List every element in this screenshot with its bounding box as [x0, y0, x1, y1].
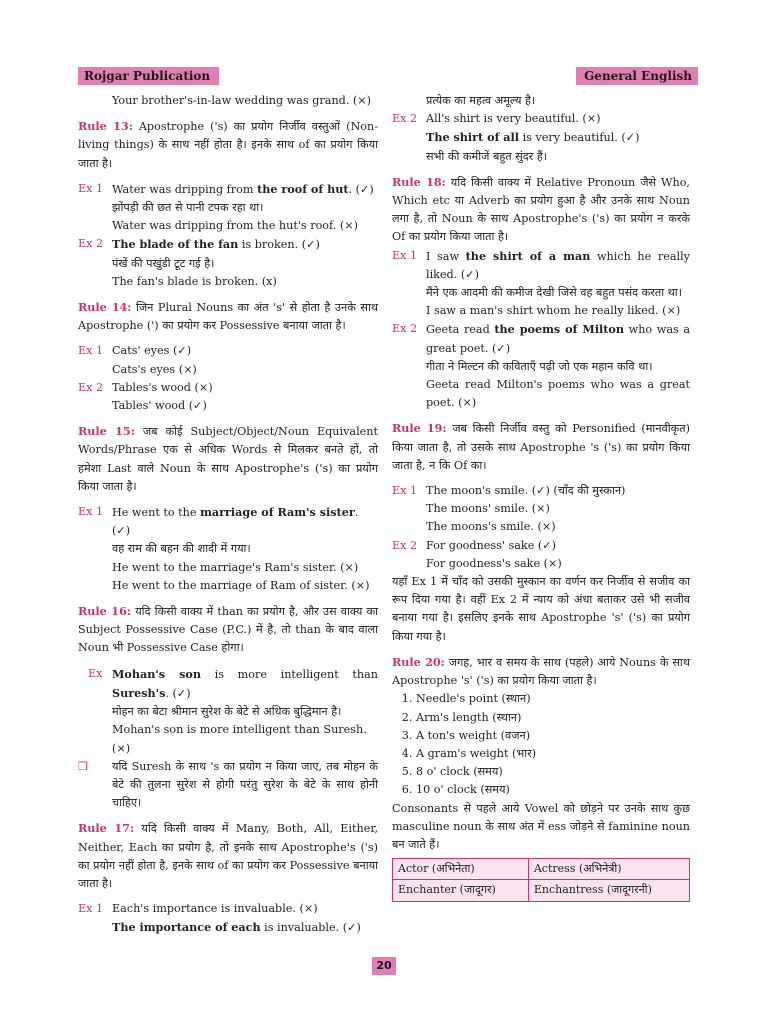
- rule-14: Rule 14: जिन Plural Nouns का अंत 's' से होता है उनके साथ Apostrophe (') का प्रयोग कर Possessive बनाया जाता है।: [78, 300, 378, 333]
- rule-15-ex-1: Ex 1 He went to the marriage of Ram's sister. (✓) वह राम की बहन की शादी में गया। He went to the marriage's Ram's sister. (×) He went to the marriage of Ram of sister. (×): [78, 505, 370, 592]
- rule-19-note: यहाँ Ex 1 में चाँद को उसकी मुस्कान का वर्णन कर निर्जीव से सजीव का रूप दिया गया है। वहीं Ex 2 में न्याय को अंधा बताकर उसे भी सजीव बनाया गया है। इसलिए इनके साथ Apostrophe 's' ('s) का प्रयोग किया गया है।: [392, 575, 690, 643]
- table-cell: Actor (अभिनेता): [393, 859, 529, 880]
- rule-13-ex-1: Ex 1 Water was dripping from the roof of hut. (✓) झोंपड़ी की छत से पानी टपक रहा था। Water was dripping from the hut's roof. (×): [78, 181, 374, 233]
- rule-13-ex-2: Ex 2 The blade of the fan is broken. (✓) पंखें की पखुंडी टूट गई है। The fan's blade is broken. (x): [78, 237, 320, 288]
- rule-16-ex: Ex Mohan's son is more intelligent than Suresh's. (✓) मोहन का बेटा श्रीमान सुरेश के बेटे से अधिक बुद्धिमान है। Mohan's son is more intelligent than Suresh. (×): [88, 666, 378, 755]
- rule-15: Rule 15: जब कोई Subject/Object/Noun Equivalent Words/Phrase एक से अधिक Words से मिलकर बनते हों, तो हमेशा Last वाले Noun के साथ Apostrophe's ('s) का प्रयोग किया जाता है।: [78, 424, 378, 493]
- list-item: 1. Needle's point (स्थान): [416, 690, 690, 708]
- bullet-icon: ❒: [78, 759, 89, 773]
- rule-19: Rule 19: जब किसी निर्जीव वस्तु को Personified (मानवीकृत) किया जाता है, तो उसके साथ Apostrophe 's ('s) का प्रयोग किया जाता है, न कि Of का।: [392, 421, 690, 472]
- page-number: 20: [372, 957, 396, 975]
- left-column: [78, 92, 378, 938]
- rule-19-ex-1: Ex 1 The moon's smile. (✓) (चाँद की मुस्कान) The moons' smile. (×) The moons's smile. (×): [392, 484, 626, 534]
- rule-19-ex-2: Ex 2 For goodness' sake (✓) For goodness's sake (×): [392, 538, 562, 570]
- table-cell: Actress (अभिनेत्री): [528, 859, 689, 880]
- rule-16-note: ❒ यदि Suresh के साथ 's का प्रयोग न किया जाए, तब मोहन के बेटे की तुलना सुरेश से होगी परंतु सुरेश के बेटे के साथ होनी चाहिए।: [78, 758, 378, 813]
- rule-18-ex-1: Ex 1 I saw the shirt of a man which he really liked. (✓) मैंने एक आदमी की कमीज देखी जिसे वह बहुत पसंद करता था। I saw a man's shirt whom he really liked. (×): [392, 248, 690, 318]
- table-row: [393, 880, 690, 901]
- carryover-line: Your brother's-in-law wedding was grand. (×): [112, 94, 372, 107]
- rule-13: Rule 13: Apostrophe ('s) का प्रयोग निर्जीव वस्तुओं (Non-living things) के साथ नहीं होता है। इनके साथ of का प्रयोग किया जाता है।: [78, 119, 378, 170]
- rule-17-ex-1: Ex 1 Each's importance is invaluable. (×) The importance of each is invaluable. (✓): [78, 902, 361, 935]
- list-item: 3. A ton's weight (वजन): [416, 727, 690, 745]
- list-item: 2. Arm's length (स्थान): [416, 709, 690, 727]
- rule-18: Rule 18: यदि किसी वाक्य में Relative Pronoun जैसे Who, Which etc या Adverb का प्रयोग हुआ है और उनके साथ Noun लगा है, तो Noun के साथ Apostrophe's ('s) का प्रयोग न करके Of का प्रयोग किया जाता है।: [392, 174, 690, 244]
- publisher-tag: Rojgar Publication: [78, 67, 219, 85]
- subject-tag: General English: [576, 67, 698, 85]
- carryover-line-right: प्रत्येक का महत्व अमूल्य है।: [426, 94, 536, 107]
- list-item: 4. A gram's weight (भार): [416, 745, 690, 763]
- rule-20-note: Consonants से पहले आये Vowel को छोड़ने पर उनके साथ कुछ masculine noun के साथ अंत में ess जोड़ने से faminine noun बन जाते हैं।: [392, 801, 690, 851]
- table-row: [393, 859, 690, 880]
- rule-16: Rule 16: यदि किसी वाक्य में than का प्रयोग है, और उस वाक्य का Subject Possessive Case (P.C.) में है, तो than के बाद वाला Noun भी Possessive Case होगा।: [78, 604, 378, 655]
- table-cell: Enchanter (जादूगर): [393, 880, 529, 901]
- gender-table: [392, 858, 690, 901]
- rule-17: Rule 17: यदि किसी वाक्य में Many, Both, All, Either, Neither, Each का प्रयोग है, तो इनके साथ Apostrophe's ('s) का प्रयोग नहीं होता है, इनके साथ of का प्रयोग कर Possessive बनाया जाता है।: [78, 821, 378, 890]
- rule-20-list: [392, 690, 690, 799]
- rule-17-ex-2: Ex 2 All's shirt is very beautiful. (×) The shirt of all is very beautiful. (✓) सभी की कमीजें बहुत सुंदर हैं।: [392, 112, 640, 163]
- list-item: 6. 10 o' clock (समय): [416, 781, 690, 799]
- rule-14-ex-1: Ex 1 Cats' eyes (✓) Cats's eyes (×): [78, 344, 197, 376]
- rule-18-ex-2: Ex 2 Geeta read the poems of Milton who was a great poet. (✓) गीता ने मिल्टन की कविताएँ पढ़ी जो एक महान कवि था। Geeta read Milton's poems who was a great poet. (×): [392, 322, 690, 410]
- right-column: [392, 92, 690, 902]
- rule-14-ex-2: Ex 2 Tables's wood (×) Tables' wood (✓): [78, 380, 213, 413]
- table-cell: Enchantress (जादूगरनी): [528, 880, 689, 901]
- list-item: 5. 8 o' clock (समय): [416, 763, 690, 781]
- rule-20: Rule 20: जगह, भार व समय के साथ (पहले) आये Nouns के साथ Apostrophe 's' ('s) का प्रयोग किया जाता है।: [392, 654, 690, 688]
